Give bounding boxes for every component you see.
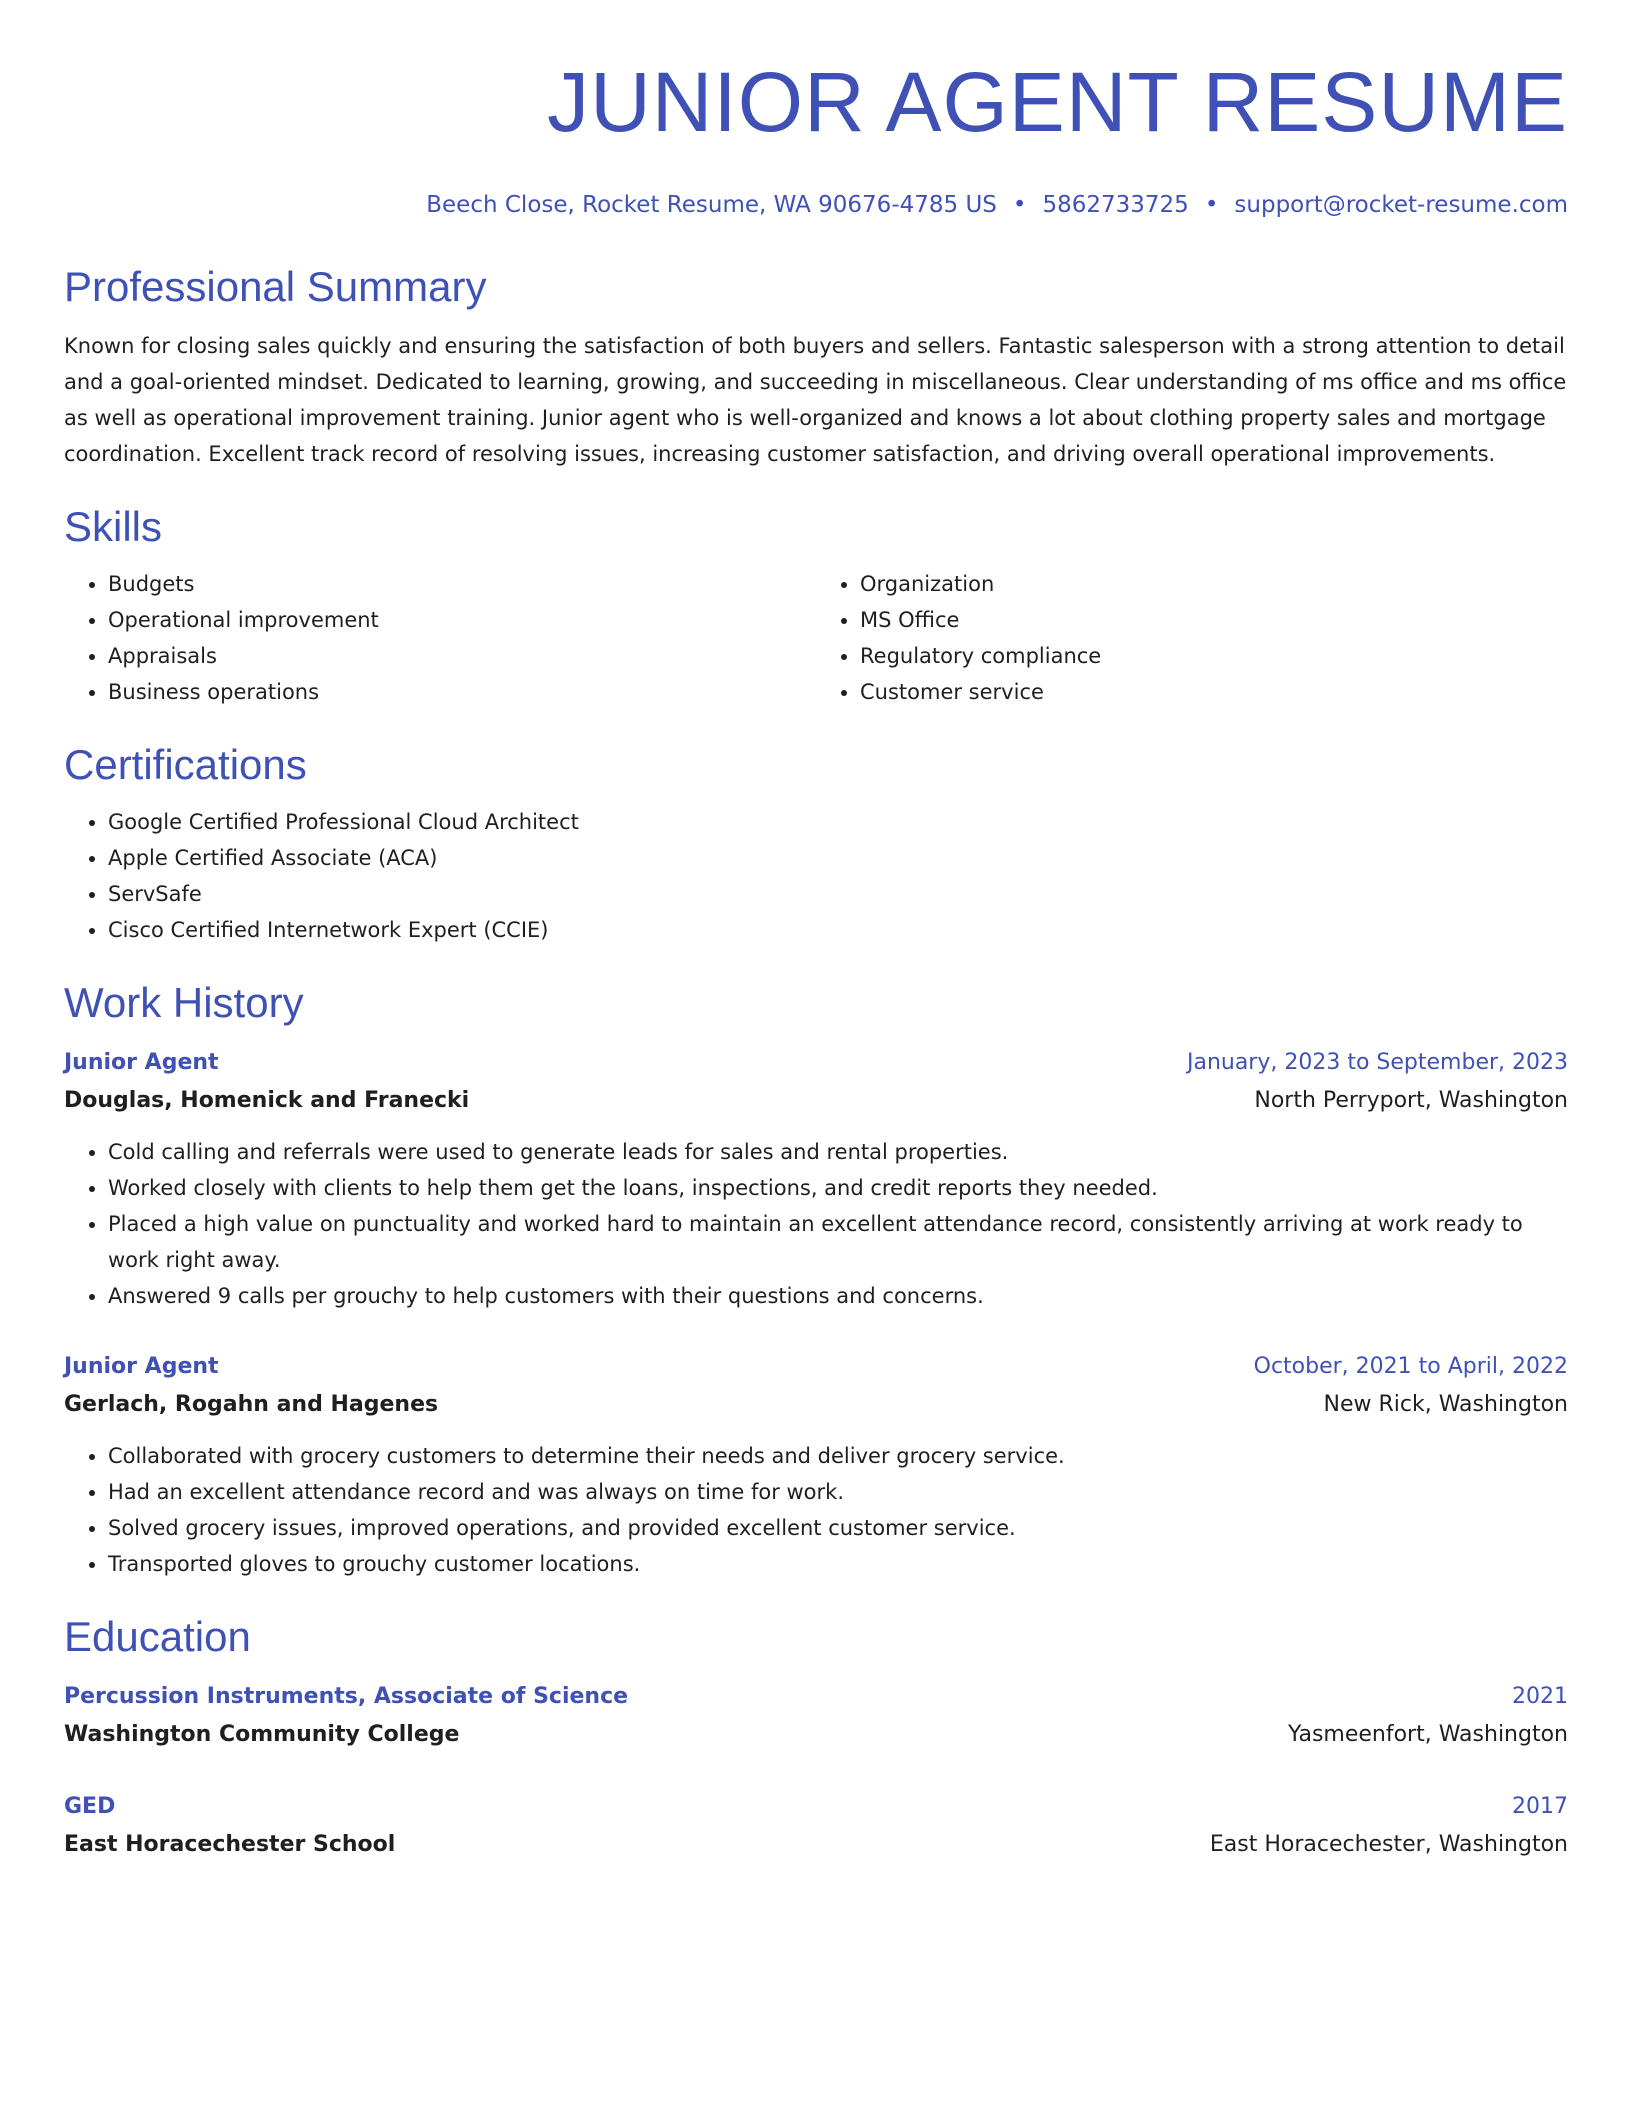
job-entry [64, 1044, 1568, 1314]
education-header-row [64, 1678, 1568, 1716]
education-school-row [64, 1716, 1568, 1754]
education-header-row [64, 1788, 1568, 1826]
work-history-heading: Work History [64, 979, 304, 1026]
education-entry [64, 1678, 1568, 1754]
skills-heading: Skills [64, 503, 163, 550]
skill-item: • Operational improvement [108, 602, 816, 638]
education-year: 2021 [1512, 1684, 1568, 1709]
skill-item: • Appraisals [108, 638, 816, 674]
job-company-row [64, 1386, 1568, 1424]
job-dates: October, 2021 to April, 2022 [1253, 1354, 1568, 1379]
resume-header [64, 56, 1568, 220]
summary-heading: Professional Summary [64, 263, 487, 310]
job-title: Junior Agent [64, 1050, 219, 1075]
skill-item: • Business operations [108, 674, 816, 710]
job-bullet: • Solved grocery issues, improved operations, and provided excellent customer service. [108, 1510, 1568, 1546]
contact-separator: • [1204, 192, 1219, 218]
job-header-row [64, 1348, 1568, 1386]
job-dates: January, 2023 to September, 2023 [1186, 1050, 1568, 1075]
skills-list-left [64, 566, 816, 710]
contact-email: support@rocket-resume.com [1234, 192, 1568, 218]
education-section [64, 1612, 1568, 1864]
job-bullets [64, 1438, 1568, 1582]
skills-list-right [816, 566, 1568, 710]
certification-item: • ServSafe [108, 876, 1568, 912]
education-location: East Horacechester, Washington [1209, 1832, 1568, 1857]
work-history-section [64, 978, 1568, 1582]
education-entry [64, 1788, 1568, 1864]
certification-item: • Apple Certified Associate (ACA) [108, 840, 1568, 876]
job-company-row [64, 1082, 1568, 1120]
education-school: East Horacechester School [64, 1832, 396, 1857]
resume-title: JUNIOR AGENT RESUME [547, 55, 1568, 149]
job-bullet: • Placed a high value on punctuality and worked hard to maintain an excellent attendance record, consistently arriving at work ready to work right away. [108, 1206, 1568, 1278]
job-bullet: • Worked closely with clients to help them get the loans, inspections, and credit reports they needed. [108, 1170, 1568, 1206]
job-header-row [64, 1044, 1568, 1082]
job-location: North Perryport, Washington [1254, 1088, 1568, 1113]
skill-item: • Customer service [860, 674, 1568, 710]
education-degree: Percussion Instruments, Associate of Science [64, 1684, 629, 1709]
education-degree: GED [64, 1794, 116, 1819]
skill-item: • Budgets [108, 566, 816, 602]
skills-grid [64, 566, 1568, 710]
skill-item: • Organization [860, 566, 1568, 602]
certification-item: • Cisco Certified Internetwork Expert (CCIE) [108, 912, 1568, 948]
contact-phone: 5862733725 [1042, 192, 1189, 218]
contact-line [64, 190, 1568, 220]
education-year: 2017 [1512, 1794, 1568, 1819]
summary-text: Known for closing sales quickly and ensuring the satisfaction of both buyers and sellers. Fantastic salesperson with a strong attention to detail and a goal-oriented mindset. Dedicated to learning, growing, and succeeding in miscellaneous. Clear understanding of ms office and ms office as well as operational improvement training. Junior agent who is well-organized and knows a lot about clothing property sales and mortgage coordination. Excellent track record of resolving issues, increasing customer satisfaction, and driving overall operational improvements. [64, 334, 1567, 466]
job-bullet: • Answered 9 calls per grouchy to help customers with their questions and concerns. [108, 1278, 1568, 1314]
job-title: Junior Agent [64, 1354, 219, 1379]
job-bullet: • Cold calling and referrals were used to generate leads for sales and rental properties. [108, 1134, 1568, 1170]
contact-address: Beech Close, Rocket Resume, WA 90676-4785 US [426, 192, 997, 218]
job-location: New Rick, Washington [1323, 1392, 1568, 1417]
job-company: Douglas, Homenick and Franecki [64, 1088, 470, 1113]
education-heading: Education [64, 1613, 251, 1660]
skill-item: • Regulatory compliance [860, 638, 1568, 674]
job-bullets [64, 1134, 1568, 1314]
skill-item: • MS Office [860, 602, 1568, 638]
job-bullet: • Collaborated with grocery customers to determine their needs and deliver grocery service. [108, 1438, 1568, 1474]
certifications-section [64, 740, 1568, 948]
job-entry [64, 1348, 1568, 1582]
contact-separator: • [1012, 192, 1027, 218]
certifications-heading: Certifications [64, 741, 307, 788]
job-bullet: • Had an excellent attendance record and was always on time for work. [108, 1474, 1568, 1510]
job-company: Gerlach, Rogahn and Hagenes [64, 1392, 439, 1417]
certifications-list [64, 804, 1568, 948]
certification-item: • Google Certified Professional Cloud Architect [108, 804, 1568, 840]
skills-section [64, 502, 1568, 710]
education-location: Yasmeenfort, Washington [1288, 1722, 1568, 1747]
education-school-row [64, 1826, 1568, 1864]
job-bullet: • Transported gloves to grouchy customer locations. [108, 1546, 1568, 1582]
education-school: Washington Community College [64, 1722, 460, 1747]
